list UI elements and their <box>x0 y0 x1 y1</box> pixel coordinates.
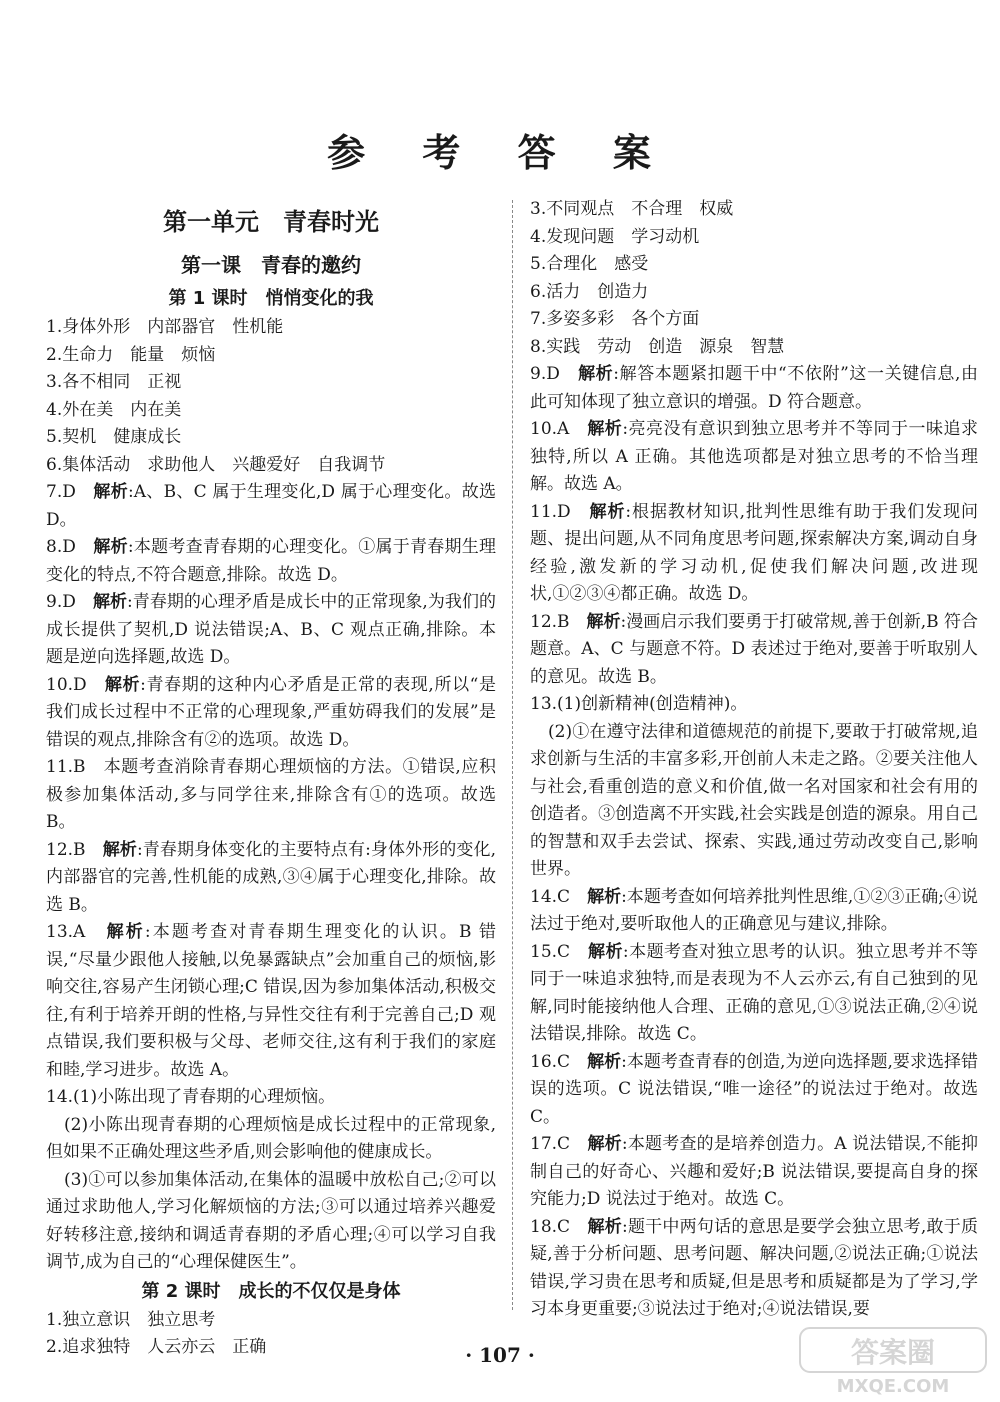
answer-text: 发现问题 学习动机 <box>546 226 700 247</box>
answer-item <box>530 334 978 362</box>
answer-item <box>530 691 978 719</box>
answer-number: 8. <box>530 336 547 357</box>
answer-number: 6. <box>46 454 63 475</box>
answer-text: :本题考查对独立思考的认识。独立思考并不等同于一味追求独特,而是表现为不人云亦云,有自己独到的见解,同时能接纳他人合理、正确的意见,①③说法正确,②④说法错误,排除。故选 C。 <box>530 941 978 1044</box>
answer-text: 生命力 能量 烦恼 <box>62 344 216 365</box>
answer-item <box>46 424 496 452</box>
answer-item <box>46 672 496 755</box>
analysis-label: 解析 <box>93 537 128 557</box>
answer-item <box>46 369 496 397</box>
answer-text: :根据教材知识,批判性思维有助于我们发现问题、提出问题,从不同角度思考问题,探索解决方案,调动自身经验,激发新的学习动机,促使我们解决问题,改进现状,①②③④都正确。故选 D。 <box>530 501 978 604</box>
answer-text: (1)小陈出现了青春期的心理烦恼。 <box>73 1087 336 1107</box>
answer-item <box>46 1084 496 1112</box>
answer-number: 10.D <box>46 674 105 695</box>
answer-number: 11.D <box>530 501 590 522</box>
answer-item <box>530 416 978 499</box>
answer-number: 5. <box>530 254 547 274</box>
analysis-label: 解析 <box>93 482 128 502</box>
answer-number: 3. <box>46 372 63 392</box>
answer-item <box>530 884 978 939</box>
answer-text: (2)①在遵守法律和道德规范的前提下,要敢于打破常规,追求创新与生活的丰富多彩,开创前人未走之路。②要关注他人与社会,看重创造的意义和价值,做一名对国家和社会有用的创造者。③创造离不开实践,社会实践是创造的源泉。用自己的智慧和双手去尝试、探索、实践,通过劳动改变自己,影响世界。 <box>530 721 978 879</box>
analysis-label: 解析 <box>586 611 621 632</box>
answer-number: 9.D <box>46 592 93 612</box>
answer-text: 身体外形 内部器官 性机能 <box>62 317 284 337</box>
answer-item <box>530 1049 978 1132</box>
answer-number: 15.C <box>530 941 588 962</box>
answer-number: 14.C <box>530 886 588 907</box>
answer-item <box>46 479 496 534</box>
answer-text: (1)创新精神(创造精神)。 <box>557 694 748 714</box>
answer-item <box>46 1167 496 1277</box>
answer-number: 5. <box>46 427 63 447</box>
answer-item <box>530 279 978 307</box>
answer-text: :漫画启示我们要勇于打破常规,善于创新,B 符合题意。A、C 与题意不符。D 表述过于绝对,要善于听取别人的意见。故选 B。 <box>530 611 979 687</box>
answer-text: 各不相同 正视 <box>62 372 182 392</box>
section-heading: 第 2 课时 成长的不仅仅是身体 <box>141 1280 401 1302</box>
answer-number: 12.B <box>46 839 103 860</box>
answer-item <box>530 306 978 334</box>
analysis-label: 解析 <box>102 839 137 860</box>
answer-item <box>46 1112 496 1167</box>
analysis-label: 解析 <box>587 1051 622 1072</box>
page-title: 参 考 答 案 <box>327 131 673 175</box>
answer-item <box>530 939 978 1049</box>
answer-text: 外在美 内在美 <box>62 399 182 420</box>
answer-text: 合理化 感受 <box>546 254 649 274</box>
analysis-label: 解析 <box>92 592 128 612</box>
column-divider <box>512 200 513 1310</box>
answer-text: :青春期身体变化的主要特点有:身体外形的变化,内部器官的完善,性机能的成熟,③④属于心理变化,排除。故选 B。 <box>46 839 497 915</box>
answer-text: :本题考查对青春期生理变化的认识。B 错误,“尽量少跟他人接触,以免暴露缺点”会加重自己的烦恼,影响交往,容易产生闭锁心理;C 错误,因为参加集体活动,积极交往,有利于培养开朗的性格,与异性交往有利于完善自己;D 观点错误,我们要积极与父母、老师交往,这有利于我们的家庭和睦,学习进步。故选 A。 <box>46 922 497 1080</box>
analysis-label: 解析 <box>587 419 623 439</box>
answer-list <box>46 314 496 1277</box>
answer-text: :题干中两句话的意思是要学会独立思考,敢于质疑,善于分析问题、思考问题、解决问题,②说法正确;①说法错误,学习贵在思考和质疑,但是思考和质疑都是为了学习,学习本身更重要;③说法过于绝对;④说法错误,要 <box>530 1216 978 1319</box>
answer-text: 集体活动 求助他人 兴趣爱好 自我调节 <box>62 454 386 475</box>
answer-number: 13. <box>530 694 558 714</box>
answer-text: (2)小陈出现青春期的心理烦恼是成长过程中的正常现象,但如果不正确处理这些矛盾,则会影响他的健康成长。 <box>46 1114 496 1162</box>
left-column <box>46 196 496 1362</box>
answer-item <box>530 251 978 279</box>
answer-number: 16.C <box>530 1051 588 1072</box>
answer-item <box>530 196 978 224</box>
analysis-label: 解析 <box>589 501 626 522</box>
answer-item <box>530 609 978 692</box>
lesson-heading: 第一课 青春的邀约 <box>181 253 361 277</box>
answer-item <box>46 589 496 672</box>
answer-number: 14. <box>46 1087 74 1107</box>
svg-text:MXQE.COM: MXQE.COM <box>836 1376 950 1397</box>
analysis-label: 解析 <box>587 1134 622 1154</box>
answer-number: 8.D <box>46 537 94 557</box>
analysis-label: 解析 <box>578 364 614 384</box>
analysis-label: 解析 <box>104 674 141 695</box>
answer-number: 17.C <box>530 1134 588 1154</box>
answer-text: 实践 劳动 创造 源泉 智慧 <box>546 336 785 357</box>
answer-text: 独立意识 独立思考 <box>62 1309 216 1330</box>
answer-number: 12.B <box>530 611 587 632</box>
answer-item <box>46 919 496 1084</box>
right-column <box>530 196 978 1324</box>
answer-item <box>46 534 496 589</box>
answer-number: 4. <box>46 399 63 420</box>
answer-list <box>530 196 978 1324</box>
answer-number: 2. <box>46 344 63 365</box>
page-number: · 107 · <box>465 1343 535 1367</box>
answer-text: 多姿多彩 各个方面 <box>546 309 700 329</box>
unit-heading: 第一单元 青春时光 <box>163 208 379 236</box>
answer-text: :青春期的心理矛盾是成长中的正常现象,为我们的成长提供了契机,D 说法错误;A、B、C 观点正确,排除。本题是逆向选择题,故选 D。 <box>46 592 496 667</box>
answer-text: :本题考查青春期的心理变化。①属于青春期生理变化的特点,不符合题意,排除。故选 D。 <box>46 537 496 585</box>
section-heading: 第 1 课时 悄悄变化的我 <box>168 288 374 309</box>
answer-number: 2. <box>46 1337 63 1357</box>
answer-text: :亮亮没有意识到独立思考并不等同于一味追求独特,所以 A 正确。其他选项都是对独立思考的不恰当理解。故选 A。 <box>530 419 979 494</box>
answer-number: 9.D <box>530 364 579 384</box>
answer-text: 不同观点 不合理 权威 <box>546 199 734 219</box>
answer-item <box>530 361 978 416</box>
svg-text:答案圈: 答案圈 <box>850 1336 936 1369</box>
answer-item <box>530 719 978 884</box>
answer-number: 4. <box>530 226 547 247</box>
analysis-label: 解析 <box>106 922 145 942</box>
answer-number: 6. <box>530 281 547 302</box>
watermark-logo <box>798 1322 988 1398</box>
answer-number: 1. <box>46 1309 63 1330</box>
answer-text: :本题考查青春的创造,为逆向选择题,要求选择错误的选项。C 说法错误,“唯一途径”的说法过于绝对。故选 C。 <box>530 1051 978 1127</box>
answer-item <box>530 224 978 252</box>
answer-item <box>46 837 496 920</box>
analysis-label: 解析 <box>587 886 622 907</box>
answer-text: 活力 创造力 <box>546 281 649 302</box>
analysis-label: 解析 <box>587 941 623 962</box>
answer-item <box>530 499 978 609</box>
answer-number: 13.A <box>46 922 107 942</box>
answer-text: :本题考查的是培养创造力。A 说法错误,不能抑制自己的好奇心、兴趣和爱好;B 说法错误,要提高自身的探究能力;D 说法过于绝对。故选 C。 <box>530 1134 979 1209</box>
answer-item <box>46 342 496 370</box>
answer-number: 11.B <box>46 757 104 777</box>
answer-item <box>46 397 496 425</box>
answer-number: 10.A <box>530 419 588 439</box>
answer-item <box>46 452 496 480</box>
answer-text: (3)①可以参加集体活动,在集体的温暖中放松自己;②可以通过求助他人,学习化解烦恼的方法;③可以通过培养兴趣爱好转移注意,接纳和调适青春期的矛盾心理;④可以学习自我调节,成为自己的“心理保健医生”。 <box>46 1169 496 1272</box>
answer-item <box>46 1307 496 1335</box>
answer-text: 契机 健康成长 <box>62 427 182 447</box>
answer-text: :解答本题紧扣题干中“不依附”这一关键信息,由此可知体现了独立意识的增强。D 符合题意。 <box>530 364 978 412</box>
answer-text: :青春期的这种内心矛盾是正常的表现,所以“是我们成长过程中不正常的心理现象,严重妨碍我们的发展”是错误的观点,排除含有②的选项。故选 D。 <box>46 674 496 750</box>
answer-text: 追求独特 人云亦云 正确 <box>62 1337 267 1357</box>
answer-number: 3. <box>530 199 547 219</box>
answer-text: :A、B、C 属于生理变化,D 属于心理变化。故选 D。 <box>46 482 496 530</box>
answer-text: :本题考查如何培养批判性思维,①②③正确;④说法过于绝对,要听取他人的正确意见与建议,排除。 <box>530 886 979 934</box>
answer-item <box>530 1131 978 1214</box>
answer-number: 7. <box>530 309 547 329</box>
answer-item <box>46 754 496 837</box>
answer-number: 18.C <box>530 1216 588 1237</box>
answer-text: 本题考查消除青春期心理烦恼的方法。①错误,应积极参加集体活动,多与同学往来,排除含有①的选项。故选 B。 <box>46 757 496 832</box>
answer-number: 7.D <box>46 482 94 502</box>
answer-item <box>46 314 496 342</box>
analysis-label: 解析 <box>587 1216 622 1237</box>
answer-number: 1. <box>46 317 63 337</box>
answer-item <box>530 1214 978 1324</box>
